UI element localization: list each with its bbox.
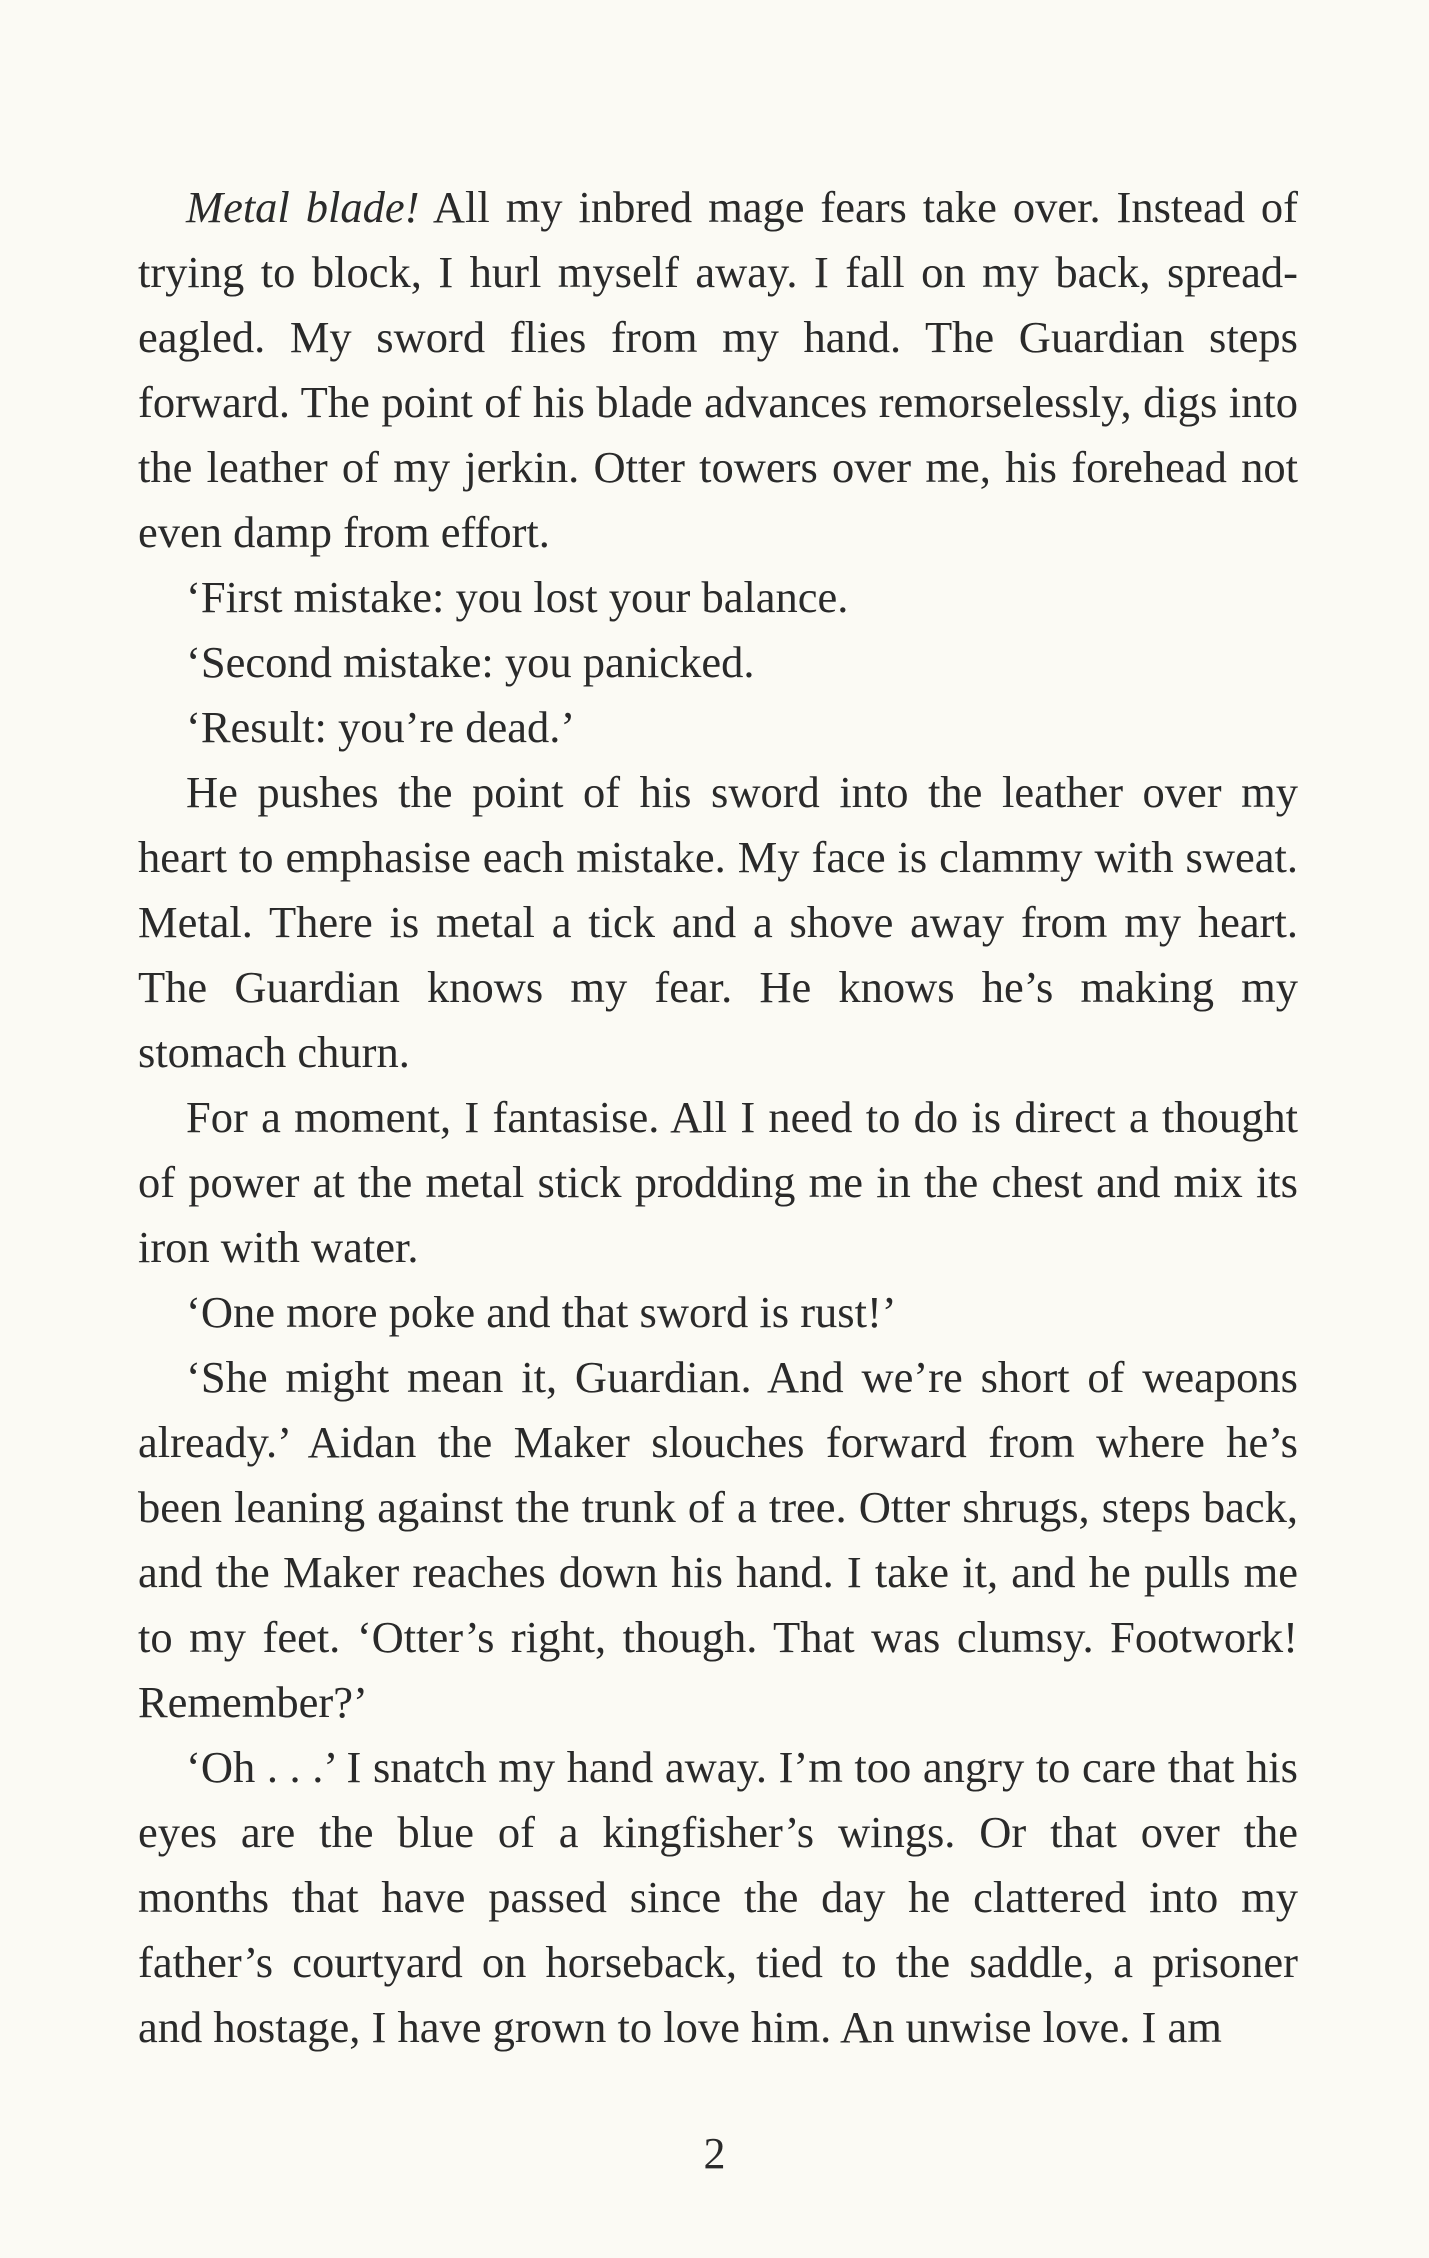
paragraph-9: ‘Oh . . .’ I snatch my hand away. I’m too angry to care that his eyes are the blue of a kingfisher’s wings. Or that over the months that have passed since the day he clattered into my father’s courtyard on horseback, tied to the saddle, a prisoner and hostage, I have grown to love him. An unwise love. I am <box>138 1742 1298 2052</box>
paragraph-3: ‘Second mistake: you panicked. <box>186 637 755 687</box>
body-text <box>138 175 1298 2060</box>
paragraph-5: He pushes the point of his sword into the leather over my heart to emphasise each mistake. My face is clammy with sweat. Metal. There is metal a tick and a shove away from my heart. The Guardian knows my fear. He knows he’s making my stomach churn. <box>138 767 1298 1077</box>
paragraph-2: ‘First mistake: you lost your balance. <box>186 572 849 622</box>
page-number: 2 <box>703 2129 726 2178</box>
paragraph-1 <box>138 175 1298 565</box>
paragraph-6: For a moment, I fantasise. All I need to do is direct a thought of power at the metal stick prodding me in the chest and mix its iron with water. <box>138 1092 1298 1272</box>
paragraph-text: All my inbred mage fears take over. Instead of trying to block, I hurl myself away. I fall on my back, spread-eagled. My sword flies from my hand. The Guardian steps forward. The point of his blade advances remorselessly, digs into the leather of my jerkin. Otter towers over me, his forehead not even damp from effort. <box>138 182 1298 557</box>
italic-lead: Metal blade! <box>186 182 420 232</box>
paragraph-7: ‘One more poke and that sword is rust!’ <box>186 1287 897 1337</box>
paragraph-8: ‘She might mean it, Guardian. And we’re short of weapons already.’ Aidan the Maker slouches forward from where he’s been leaning against the trunk of a tree. Otter shrugs, steps back, and the Maker reaches down his hand. I take it, and he pulls me to my feet. ‘Otter’s right, though. That was clumsy. Footwork! Remember?’ <box>138 1352 1298 1727</box>
paragraph-4: ‘Result: you’re dead.’ <box>186 702 576 752</box>
